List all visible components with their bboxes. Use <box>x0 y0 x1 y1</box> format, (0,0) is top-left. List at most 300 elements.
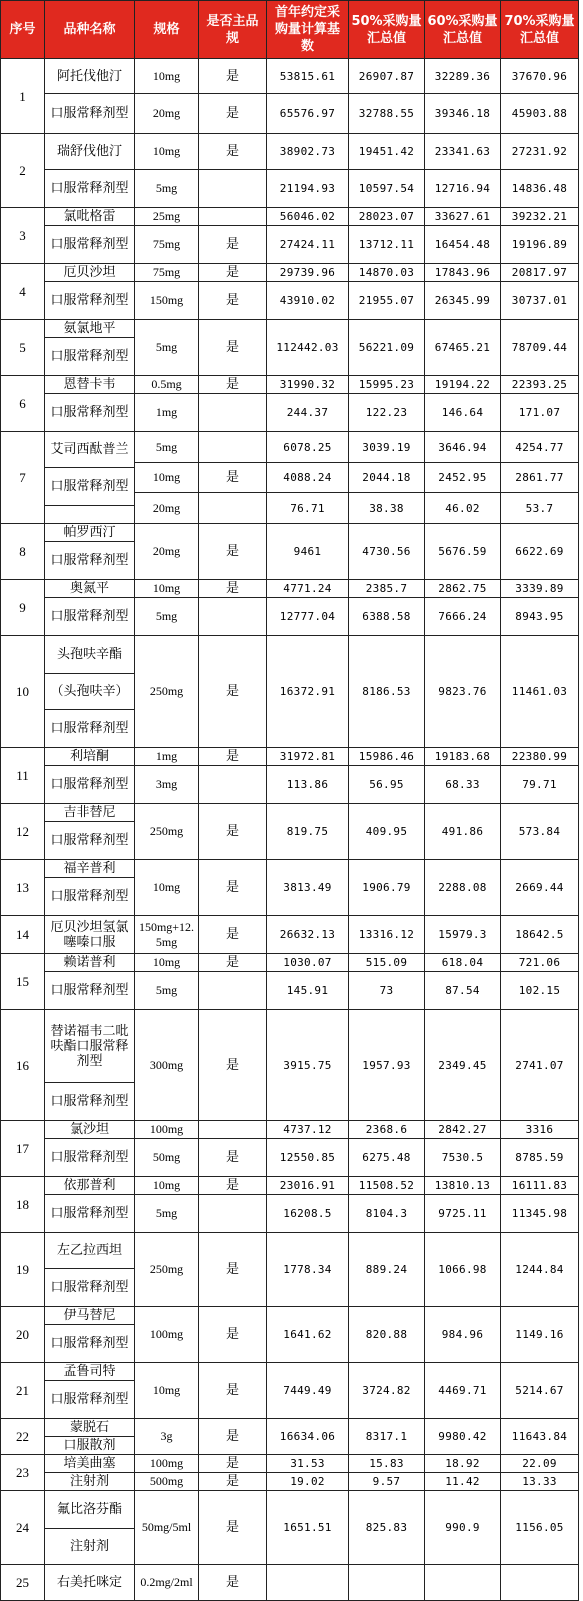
amount-60-cell: 15979.3 <box>425 916 501 954</box>
amount-60-cell: 2349.45 <box>425 1010 501 1121</box>
amount-70-cell: 1156.05 <box>501 1491 579 1565</box>
amount-50-cell: 56221.09 <box>349 320 425 376</box>
table-row <box>1 1233 579 1269</box>
amount-70-cell: 22393.25 <box>501 376 579 394</box>
row-seq: 16 <box>1 1010 45 1121</box>
amount-70-cell: 2861.77 <box>501 463 579 493</box>
amount-50-cell: 2368.6 <box>349 1121 425 1139</box>
drug-name: 注射剂 <box>45 1473 135 1491</box>
main-spec-cell: 是 <box>199 376 267 394</box>
main-spec-cell <box>199 1121 267 1139</box>
drug-name: 恩替卡韦 <box>45 376 135 394</box>
row-seq: 18 <box>1 1177 45 1233</box>
base-amount-cell: 3813.49 <box>267 860 349 916</box>
amount-50-cell: 26907.87 <box>349 59 425 94</box>
amount-60-cell: 19194.22 <box>425 376 501 394</box>
row-seq: 15 <box>1 954 45 1010</box>
drug-name: 伊马替尼 <box>45 1307 135 1325</box>
base-amount-cell: 6078.25 <box>267 432 349 463</box>
amount-70-cell: 11461.03 <box>501 636 579 748</box>
header-row <box>1 1 579 59</box>
amount-60-cell: 46.02 <box>425 493 501 524</box>
drug-name: 口服常释剂型 <box>45 282 135 320</box>
base-amount-cell: 12550.85 <box>267 1139 349 1177</box>
base-amount-cell: 819.75 <box>267 804 349 860</box>
amount-50-cell: 3724.82 <box>349 1363 425 1419</box>
main-spec-cell: 是 <box>199 860 267 916</box>
amount-60-cell: 23341.63 <box>425 134 501 170</box>
drug-name: 口服常释剂型 <box>45 338 135 376</box>
amount-60-cell: 11.42 <box>425 1473 501 1491</box>
spec-cell: 250mg <box>135 636 199 748</box>
drug-name: 氟比洛芬酯 <box>45 1491 135 1529</box>
main-spec-cell: 是 <box>199 1419 267 1455</box>
amount-70-cell: 2741.07 <box>501 1010 579 1121</box>
drug-name: 瑞舒伐他汀 <box>45 134 135 170</box>
spec-cell: 100mg <box>135 1121 199 1139</box>
base-amount-cell: 1641.62 <box>267 1307 349 1363</box>
amount-50-cell: 825.83 <box>349 1491 425 1565</box>
amount-70-cell: 11643.84 <box>501 1419 579 1455</box>
amount-70-cell: 8943.95 <box>501 598 579 636</box>
header-seq: 序号 <box>1 1 45 59</box>
drug-name: （头孢呋辛） <box>45 674 135 710</box>
spec-cell: 75mg <box>135 264 199 282</box>
drug-name: 口服常释剂型 <box>45 878 135 916</box>
row-seq: 23 <box>1 1455 45 1491</box>
amount-50-cell: 409.95 <box>349 804 425 860</box>
base-amount-cell: 4771.24 <box>267 580 349 598</box>
amount-70-cell: 721.06 <box>501 954 579 972</box>
row-seq: 2 <box>1 134 45 208</box>
main-spec-cell: 是 <box>199 1010 267 1121</box>
drug-name: 口服常释剂型 <box>45 226 135 264</box>
table-row <box>1 1491 579 1529</box>
drug-name: 右美托咪定 <box>45 1565 135 1601</box>
amount-50-cell: 38.38 <box>349 493 425 524</box>
amount-70-cell: 14836.48 <box>501 170 579 208</box>
amount-70-cell: 1244.84 <box>501 1233 579 1307</box>
amount-60-cell: 7530.5 <box>425 1139 501 1177</box>
spec-cell: 1mg <box>135 748 199 766</box>
main-spec-cell <box>199 493 267 524</box>
spec-cell: 500mg <box>135 1473 199 1491</box>
amount-70-cell: 3339.89 <box>501 580 579 598</box>
row-seq: 5 <box>1 320 45 376</box>
base-amount-cell: 145.91 <box>267 972 349 1010</box>
base-amount-cell: 112442.03 <box>267 320 349 376</box>
amount-70-cell: 27231.92 <box>501 134 579 170</box>
amount-60-cell <box>425 1565 501 1601</box>
header-base: 首年约定采购量计算基数 <box>267 1 349 59</box>
amount-60-cell: 39346.18 <box>425 94 501 134</box>
amount-70-cell: 45903.88 <box>501 94 579 134</box>
amount-50-cell: 889.24 <box>349 1233 425 1307</box>
row-seq: 25 <box>1 1565 45 1601</box>
table-row <box>1 804 579 822</box>
amount-60-cell: 146.64 <box>425 394 501 432</box>
drug-name: 口服常释剂型 <box>45 598 135 636</box>
base-amount-cell: 1030.07 <box>267 954 349 972</box>
table-row <box>1 1473 579 1491</box>
main-spec-cell: 是 <box>199 748 267 766</box>
amount-50-cell: 2385.7 <box>349 580 425 598</box>
amount-60-cell: 9823.76 <box>425 636 501 748</box>
header-name: 品种名称 <box>45 1 135 59</box>
drug-name: 口服常释剂型 <box>45 170 135 208</box>
amount-60-cell: 12716.94 <box>425 170 501 208</box>
amount-50-cell <box>349 1565 425 1601</box>
main-spec-cell <box>199 766 267 804</box>
amount-50-cell: 8186.53 <box>349 636 425 748</box>
amount-50-cell: 8317.1 <box>349 1419 425 1455</box>
amount-70-cell: 11345.98 <box>501 1195 579 1233</box>
header-main: 是否主品规 <box>199 1 267 59</box>
amount-60-cell: 16454.48 <box>425 226 501 264</box>
amount-60-cell: 18.92 <box>425 1455 501 1473</box>
table-row <box>1 59 579 94</box>
amount-70-cell: 22.09 <box>501 1455 579 1473</box>
base-amount-cell: 3915.75 <box>267 1010 349 1121</box>
spec-cell: 5mg <box>135 320 199 376</box>
drug-name: 帕罗西汀 <box>45 524 135 542</box>
amount-70-cell: 39232.21 <box>501 208 579 226</box>
drug-name: 口服常释剂型 <box>45 1269 135 1307</box>
amount-50-cell: 6275.48 <box>349 1139 425 1177</box>
spec-cell: 3g <box>135 1419 199 1455</box>
main-spec-cell: 是 <box>199 524 267 580</box>
amount-60-cell: 491.86 <box>425 804 501 860</box>
spec-cell: 5mg <box>135 432 199 463</box>
amount-50-cell: 28023.07 <box>349 208 425 226</box>
main-spec-cell <box>199 432 267 463</box>
amount-70-cell: 4254.77 <box>501 432 579 463</box>
spec-cell: 5mg <box>135 598 199 636</box>
spec-cell: 1mg <box>135 394 199 432</box>
main-spec-cell: 是 <box>199 320 267 376</box>
row-seq: 3 <box>1 208 45 264</box>
main-spec-cell: 是 <box>199 134 267 170</box>
amount-70-cell: 5214.67 <box>501 1363 579 1419</box>
table-row <box>1 1419 579 1437</box>
drug-name: 口服常释剂型 <box>45 972 135 1010</box>
spec-cell: 5mg <box>135 170 199 208</box>
amount-50-cell: 15986.46 <box>349 748 425 766</box>
amount-70-cell: 13.33 <box>501 1473 579 1491</box>
main-spec-cell: 是 <box>199 804 267 860</box>
amount-60-cell: 9980.42 <box>425 1419 501 1455</box>
spec-cell: 75mg <box>135 226 199 264</box>
table-row <box>1 916 579 954</box>
amount-50-cell: 15.83 <box>349 1455 425 1473</box>
amount-70-cell <box>501 1565 579 1601</box>
amount-60-cell: 4469.71 <box>425 1363 501 1419</box>
base-amount-cell: 7449.49 <box>267 1363 349 1419</box>
table-row <box>1 766 579 804</box>
table-row <box>1 524 579 542</box>
main-spec-cell: 是 <box>199 1455 267 1473</box>
drug-name: 艾司西酞普兰 <box>45 432 135 468</box>
spec-cell: 250mg <box>135 804 199 860</box>
main-spec-cell: 是 <box>199 916 267 954</box>
spec-cell: 10mg <box>135 860 199 916</box>
amount-70-cell: 30737.01 <box>501 282 579 320</box>
base-amount-cell: 65576.97 <box>267 94 349 134</box>
amount-70-cell: 22380.99 <box>501 748 579 766</box>
spec-cell: 20mg <box>135 493 199 524</box>
amount-60-cell: 68.33 <box>425 766 501 804</box>
amount-50-cell: 122.23 <box>349 394 425 432</box>
header-60: 60%采购量汇总值 <box>425 1 501 59</box>
drug-name: 阿托伐他汀 <box>45 59 135 94</box>
main-spec-cell <box>199 208 267 226</box>
base-amount-cell: 19.02 <box>267 1473 349 1491</box>
main-spec-cell: 是 <box>199 1491 267 1565</box>
amount-70-cell: 78709.44 <box>501 320 579 376</box>
amount-70-cell: 3316 <box>501 1121 579 1139</box>
main-spec-cell: 是 <box>199 264 267 282</box>
main-spec-cell: 是 <box>199 1307 267 1363</box>
table-body <box>1 59 579 1601</box>
amount-50-cell: 15995.23 <box>349 376 425 394</box>
row-seq: 13 <box>1 860 45 916</box>
drug-name: 氯沙坦 <box>45 1121 135 1139</box>
amount-60-cell: 990.9 <box>425 1491 501 1565</box>
base-amount-cell: 1778.34 <box>267 1233 349 1307</box>
base-amount-cell: 43910.02 <box>267 282 349 320</box>
amount-60-cell: 33627.61 <box>425 208 501 226</box>
spec-cell: 25mg <box>135 208 199 226</box>
amount-60-cell: 32289.36 <box>425 59 501 94</box>
main-spec-cell: 是 <box>199 1565 267 1601</box>
spec-cell: 3mg <box>135 766 199 804</box>
amount-50-cell: 820.88 <box>349 1307 425 1363</box>
row-seq: 8 <box>1 524 45 580</box>
base-amount-cell: 76.71 <box>267 493 349 524</box>
table-row <box>1 134 579 170</box>
row-seq: 19 <box>1 1233 45 1307</box>
main-spec-cell: 是 <box>199 59 267 94</box>
table-row <box>1 264 579 282</box>
row-seq: 17 <box>1 1121 45 1177</box>
row-seq: 12 <box>1 804 45 860</box>
table-row <box>1 208 579 226</box>
base-amount-cell: 244.37 <box>267 394 349 432</box>
amount-60-cell: 3646.94 <box>425 432 501 463</box>
main-spec-cell: 是 <box>199 94 267 134</box>
table-row <box>1 376 579 394</box>
drug-name: 厄贝沙坦氢氯噻嗪口服 <box>45 916 135 954</box>
header-70: 70%采购量汇总值 <box>501 1 579 59</box>
drug-name: 赖诺普利 <box>45 954 135 972</box>
amount-50-cell: 21955.07 <box>349 282 425 320</box>
table-row <box>1 1307 579 1325</box>
amount-70-cell: 6622.69 <box>501 524 579 580</box>
base-amount-cell: 26632.13 <box>267 916 349 954</box>
amount-60-cell: 5676.59 <box>425 524 501 580</box>
spec-cell: 10mg <box>135 134 199 170</box>
table-row <box>1 432 579 463</box>
main-spec-cell: 是 <box>199 636 267 748</box>
row-seq: 24 <box>1 1491 45 1565</box>
table-row <box>1 1121 579 1139</box>
main-spec-cell <box>199 972 267 1010</box>
amount-50-cell: 13316.12 <box>349 916 425 954</box>
amount-70-cell: 53.7 <box>501 493 579 524</box>
spec-cell: 10mg <box>135 1363 199 1419</box>
spec-cell: 10mg <box>135 463 199 493</box>
drug-name: 口服常释剂型 <box>45 710 135 748</box>
amount-50-cell: 56.95 <box>349 766 425 804</box>
row-seq: 21 <box>1 1363 45 1419</box>
amount-50-cell: 11508.52 <box>349 1177 425 1195</box>
amount-50-cell: 32788.55 <box>349 94 425 134</box>
base-amount-cell: 21194.93 <box>267 170 349 208</box>
base-amount-cell: 1651.51 <box>267 1491 349 1565</box>
amount-60-cell: 2862.75 <box>425 580 501 598</box>
amount-50-cell: 10597.54 <box>349 170 425 208</box>
spec-cell: 250mg <box>135 1233 199 1307</box>
spec-cell: 50mg/5ml <box>135 1491 199 1565</box>
amount-50-cell: 3039.19 <box>349 432 425 463</box>
row-seq: 14 <box>1 916 45 954</box>
amount-50-cell: 1957.93 <box>349 1010 425 1121</box>
amount-70-cell: 8785.59 <box>501 1139 579 1177</box>
spec-cell: 300mg <box>135 1010 199 1121</box>
drug-name: 口服常释剂型 <box>45 1139 135 1177</box>
drug-name: 氯吡格雷 <box>45 208 135 226</box>
spec-cell: 10mg <box>135 580 199 598</box>
drug-name: 福辛普利 <box>45 860 135 878</box>
spec-cell: 10mg <box>135 59 199 94</box>
drug-name: 头孢呋辛酯 <box>45 636 135 674</box>
spec-cell: 5mg <box>135 972 199 1010</box>
spec-cell: 100mg <box>135 1455 199 1473</box>
table-row <box>1 860 579 878</box>
amount-50-cell: 515.09 <box>349 954 425 972</box>
amount-60-cell: 26345.99 <box>425 282 501 320</box>
base-amount-cell: 16634.06 <box>267 1419 349 1455</box>
amount-70-cell: 37670.96 <box>501 59 579 94</box>
drug-name: 奥氮平 <box>45 580 135 598</box>
amount-50-cell: 73 <box>349 972 425 1010</box>
spec-cell: 10mg <box>135 954 199 972</box>
amount-60-cell: 17843.96 <box>425 264 501 282</box>
amount-70-cell: 171.07 <box>501 394 579 432</box>
amount-50-cell: 2044.18 <box>349 463 425 493</box>
base-amount-cell: 4737.12 <box>267 1121 349 1139</box>
spec-cell: 0.5mg <box>135 376 199 394</box>
table-row <box>1 1363 579 1381</box>
table-row <box>1 954 579 972</box>
drug-name: 口服散剂 <box>45 1437 135 1455</box>
amount-70-cell: 2669.44 <box>501 860 579 916</box>
amount-60-cell: 9725.11 <box>425 1195 501 1233</box>
table-row <box>1 1139 579 1177</box>
drug-name: 孟鲁司特 <box>45 1363 135 1381</box>
base-amount-cell <box>267 1565 349 1601</box>
drug-name: 利培酮 <box>45 748 135 766</box>
spec-cell: 20mg <box>135 94 199 134</box>
drug-name: 口服常释剂型 <box>45 542 135 580</box>
table-row <box>1 394 579 432</box>
amount-50-cell: 14870.03 <box>349 264 425 282</box>
drug-name: 口服常释剂型 <box>45 394 135 432</box>
spec-cell: 100mg <box>135 1307 199 1363</box>
drug-name: 替诺福韦二吡呋酯口服常释剂型 <box>45 1010 135 1083</box>
spec-cell: 10mg <box>135 1177 199 1195</box>
base-amount-cell: 113.86 <box>267 766 349 804</box>
base-amount-cell: 4088.24 <box>267 463 349 493</box>
base-amount-cell: 56046.02 <box>267 208 349 226</box>
main-spec-cell: 是 <box>199 282 267 320</box>
amount-70-cell: 20817.97 <box>501 264 579 282</box>
drug-name: 左乙拉西坦 <box>45 1233 135 1269</box>
amount-70-cell: 19196.89 <box>501 226 579 264</box>
base-amount-cell: 9461 <box>267 524 349 580</box>
table-row <box>1 1455 579 1473</box>
amount-50-cell: 6388.58 <box>349 598 425 636</box>
row-seq: 11 <box>1 748 45 804</box>
table-row <box>1 226 579 264</box>
amount-60-cell: 13810.13 <box>425 1177 501 1195</box>
table-row <box>1 1565 579 1601</box>
main-spec-cell: 是 <box>199 1177 267 1195</box>
drug-name: 吉非替尼 <box>45 804 135 822</box>
amount-70-cell: 79.71 <box>501 766 579 804</box>
base-amount-cell: 31.53 <box>267 1455 349 1473</box>
table-row <box>1 972 579 1010</box>
base-amount-cell: 12777.04 <box>267 598 349 636</box>
amount-60-cell: 19183.68 <box>425 748 501 766</box>
base-amount-cell: 31990.32 <box>267 376 349 394</box>
main-spec-cell <box>199 598 267 636</box>
amount-60-cell: 2288.08 <box>425 860 501 916</box>
header-spec: 规格 <box>135 1 199 59</box>
amount-60-cell: 87.54 <box>425 972 501 1010</box>
base-amount-cell: 16372.91 <box>267 636 349 748</box>
amount-70-cell: 18642.5 <box>501 916 579 954</box>
amount-50-cell: 9.57 <box>349 1473 425 1491</box>
drug-name: 口服常释剂型 <box>45 468 135 506</box>
amount-50-cell: 4730.56 <box>349 524 425 580</box>
table-row <box>1 580 579 598</box>
row-seq: 1 <box>1 59 45 134</box>
table-row <box>1 94 579 134</box>
drug-name: 口服常释剂型 <box>45 766 135 804</box>
amount-60-cell: 984.96 <box>425 1307 501 1363</box>
row-seq: 22 <box>1 1419 45 1455</box>
base-amount-cell: 27424.11 <box>267 226 349 264</box>
row-seq: 20 <box>1 1307 45 1363</box>
amount-50-cell: 19451.42 <box>349 134 425 170</box>
drug-name: 口服常释剂型 <box>45 1325 135 1363</box>
amount-60-cell: 67465.21 <box>425 320 501 376</box>
main-spec-cell: 是 <box>199 1139 267 1177</box>
base-amount-cell: 16208.5 <box>267 1195 349 1233</box>
main-spec-cell <box>199 394 267 432</box>
main-spec-cell: 是 <box>199 1473 267 1491</box>
row-seq: 10 <box>1 636 45 748</box>
amount-70-cell: 16111.83 <box>501 1177 579 1195</box>
table-row <box>1 170 579 208</box>
drug-name: 口服常释剂型 <box>45 822 135 860</box>
drug-name: 口服常释剂型 <box>45 1381 135 1419</box>
drug-name: 口服常释剂型 <box>45 1083 135 1121</box>
spec-cell: 5mg <box>135 1195 199 1233</box>
base-amount-cell: 31972.81 <box>267 748 349 766</box>
base-amount-cell: 38902.73 <box>267 134 349 170</box>
